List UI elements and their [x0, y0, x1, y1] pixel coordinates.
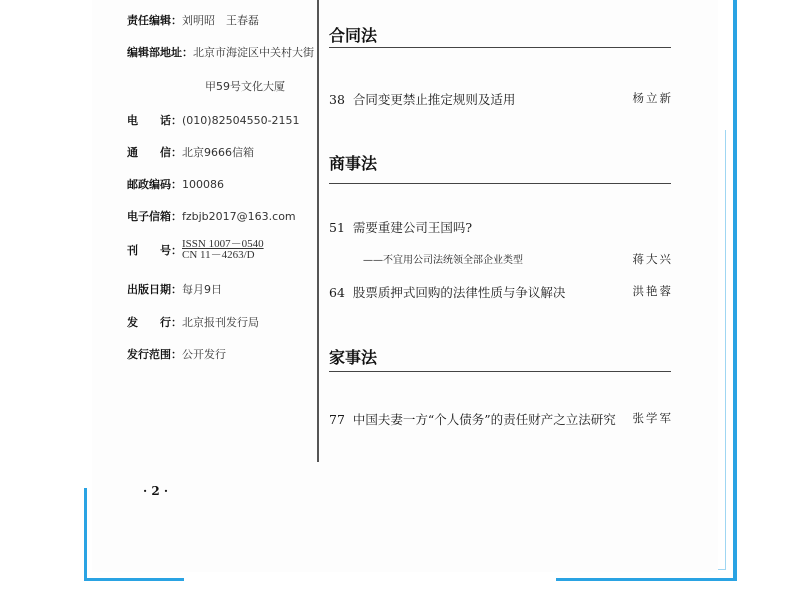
pubdate-value: 每月9日: [182, 283, 222, 296]
toc-page-number: 77: [329, 412, 345, 427]
serial-row: [127, 239, 264, 261]
editor-value: 刘明昭 王春磊: [182, 14, 259, 27]
pubdate-row: [127, 281, 222, 297]
toc-title: 中国夫妻一方“个人债务”的责任财产之立法研究: [352, 412, 616, 427]
serial-number-block: [182, 239, 264, 261]
address-line2: 甲59号文化大厦: [205, 80, 285, 93]
pubdate-label: 出版日期：: [127, 283, 182, 296]
phone-value: (010)82504550-2151: [182, 114, 300, 127]
toc-subentry: [363, 251, 673, 266]
toc-author: 张学军: [632, 411, 673, 425]
frame-line-bottom-left: [84, 578, 184, 581]
distributor-value: 北京报刊发行局: [182, 316, 259, 329]
mail-row: [127, 144, 254, 160]
distributor-row: [127, 314, 259, 330]
toc-entry[interactable]: [329, 283, 673, 301]
frame-line-right-inner: [725, 130, 726, 570]
page-number: · 2 ·: [143, 484, 169, 498]
column-divider: [317, 0, 319, 462]
toc-title: 合同变更禁止推定规则及适用: [352, 92, 516, 107]
toc-entry[interactable]: [329, 410, 673, 428]
editor-row: [127, 12, 259, 28]
section-rule: [329, 47, 671, 48]
phone-label: 电 话：: [127, 114, 182, 127]
frame-line-left: [84, 488, 87, 581]
mail-label: 通 信：: [127, 146, 182, 159]
section-rule: [329, 183, 671, 184]
toc-author: 洪艳蓉: [632, 284, 673, 298]
section-title-family-law: 家事法: [329, 348, 378, 367]
range-row: [127, 346, 226, 362]
serial-label: 刊 号：: [127, 244, 182, 257]
email-value: fzbjb2017@163.com: [182, 210, 296, 223]
toc-page-number: 38: [329, 92, 345, 107]
email-label: 电子信箱：: [127, 210, 182, 223]
distributor-label: 发 行：: [127, 316, 182, 329]
address-label: 编辑部地址：: [127, 46, 193, 59]
toc-title: 股票质押式回购的法律性质与争议解决: [352, 285, 566, 300]
toc-title: 需要重建公司王国吗?: [352, 220, 473, 235]
phone-row: [127, 112, 300, 128]
email-row: [127, 208, 296, 224]
toc-entry[interactable]: [329, 218, 673, 236]
toc-page-number: 64: [329, 285, 345, 300]
address-line1: 北京市海淀区中关村大街: [193, 46, 314, 59]
range-label: 发行范围：: [127, 348, 182, 361]
address-row: [127, 44, 314, 60]
section-rule: [329, 371, 671, 372]
postcode-value: 100086: [182, 178, 224, 191]
postcode-label: 邮政编码：: [127, 178, 182, 191]
issn-number: ISSN 1007－0540: [182, 238, 264, 250]
address-row-2: [205, 78, 285, 94]
range-value: 公开发行: [182, 348, 226, 361]
toc-page-number: 51: [329, 220, 345, 235]
toc-author: 蒋大兴: [632, 252, 673, 266]
mail-value: 北京9666信箱: [182, 146, 254, 159]
toc-subtitle: ——不宜用公司法统领全部企业类型: [363, 255, 523, 266]
toc-author: 杨立新: [632, 91, 673, 105]
frame-line-bottom-right: [556, 578, 737, 581]
section-title-commercial-law: 商事法: [329, 154, 378, 173]
postcode-row: [127, 176, 224, 192]
frame-line-right-outer: [733, 0, 737, 581]
section-title-contract-law: 合同法: [329, 26, 378, 45]
cn-number: CN 11－4263/D: [182, 249, 255, 261]
editor-label: 责任编辑：: [127, 14, 182, 27]
toc-entry[interactable]: [329, 90, 673, 108]
